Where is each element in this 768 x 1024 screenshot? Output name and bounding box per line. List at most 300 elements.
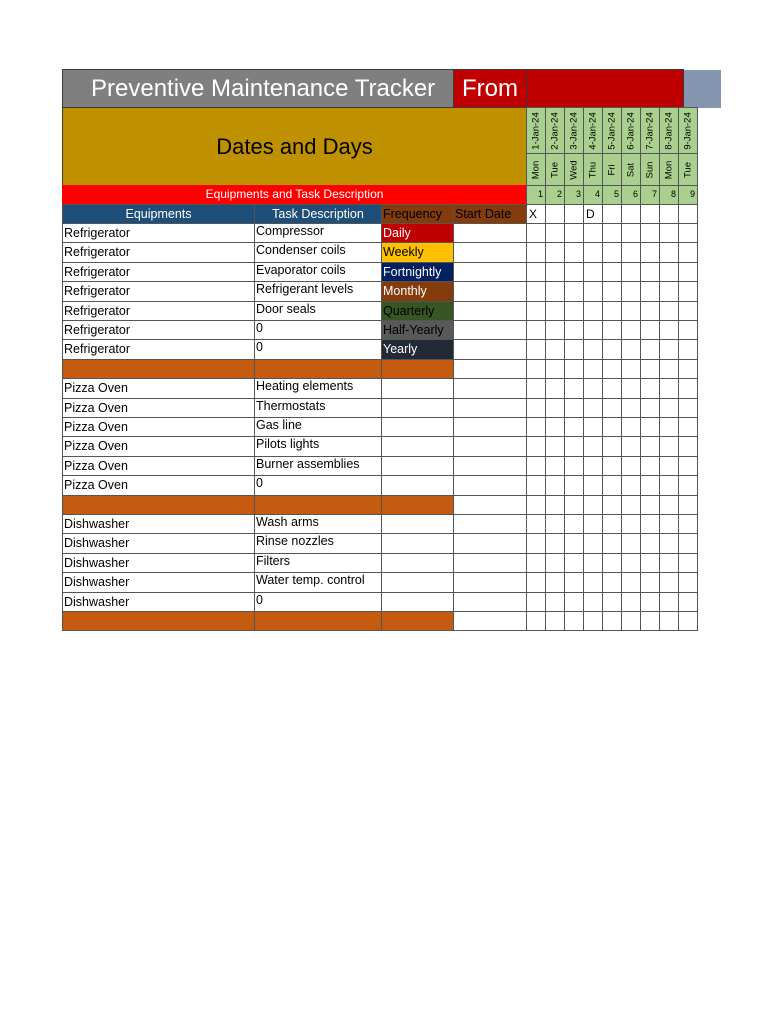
equipment-cell[interactable]: Dishwasher <box>62 533 255 553</box>
day-cell[interactable] <box>621 436 641 456</box>
frequency-legend-half-yearly: Half-Yearly <box>381 320 454 340</box>
day-cell[interactable] <box>659 436 679 456</box>
day-cell[interactable] <box>545 456 565 476</box>
day-cell[interactable] <box>583 475 603 495</box>
day-cell[interactable] <box>678 378 698 398</box>
day-cell[interactable] <box>621 301 641 321</box>
day-cell[interactable] <box>640 553 660 573</box>
equipment-cell[interactable]: Refrigerator <box>62 281 255 301</box>
day-cell[interactable] <box>678 456 698 476</box>
day-cell[interactable] <box>564 320 584 340</box>
day-mark-cell[interactable] <box>659 204 679 224</box>
frequency-cell[interactable] <box>381 398 454 418</box>
task-cell[interactable]: 0 <box>254 475 382 495</box>
day-cell[interactable] <box>621 611 641 631</box>
start-date-cell[interactable] <box>453 378 527 398</box>
day-mark-cell[interactable] <box>678 204 698 224</box>
day-cell[interactable] <box>621 281 641 301</box>
day-cell[interactable] <box>659 533 679 553</box>
day-number-cell: 7 <box>640 185 660 205</box>
day-cell[interactable] <box>583 611 603 631</box>
weekday-label: Fri <box>606 164 618 176</box>
day-cell[interactable] <box>640 378 660 398</box>
day-cell[interactable] <box>545 281 565 301</box>
date-header-cell <box>621 107 641 155</box>
day-cell[interactable] <box>583 514 603 534</box>
start-date-cell[interactable] <box>453 281 527 301</box>
start-date-cell[interactable] <box>453 611 527 631</box>
day-cell[interactable] <box>526 592 546 612</box>
day-cell[interactable] <box>659 611 679 631</box>
start-date-cell[interactable] <box>453 417 527 437</box>
day-cell[interactable] <box>526 572 546 592</box>
day-cell[interactable] <box>659 398 679 418</box>
day-mark-cell[interactable] <box>564 204 584 224</box>
day-cell[interactable] <box>621 398 641 418</box>
day-cell[interactable] <box>640 223 660 243</box>
task-cell[interactable]: Door seals <box>254 301 382 321</box>
date-header-cell <box>602 107 622 155</box>
day-cell[interactable] <box>678 533 698 553</box>
equipment-cell[interactable]: Pizza Oven <box>62 398 255 418</box>
day-cell[interactable] <box>678 262 698 282</box>
day-cell[interactable] <box>678 242 698 262</box>
day-cell[interactable] <box>659 242 679 262</box>
day-cell[interactable] <box>545 533 565 553</box>
day-cell[interactable] <box>583 223 603 243</box>
day-cell[interactable] <box>678 281 698 301</box>
day-cell[interactable] <box>583 281 603 301</box>
day-cell[interactable] <box>659 320 679 340</box>
day-cell[interactable] <box>545 320 565 340</box>
task-cell[interactable]: Filters <box>254 553 382 573</box>
day-cell[interactable] <box>678 592 698 612</box>
task-cell[interactable]: Thermostats <box>254 398 382 418</box>
day-cell[interactable] <box>564 611 584 631</box>
task-cell[interactable]: Water temp. control <box>254 572 382 592</box>
day-cell[interactable] <box>526 301 546 321</box>
day-cell[interactable] <box>621 495 641 515</box>
start-date-cell[interactable] <box>453 262 527 282</box>
start-date-cell[interactable] <box>453 436 527 456</box>
weekday-header-cell <box>545 153 565 187</box>
day-cell[interactable] <box>545 242 565 262</box>
day-cell[interactable] <box>526 533 546 553</box>
day-cell[interactable] <box>545 417 565 437</box>
day-cell[interactable] <box>621 456 641 476</box>
equipment-cell[interactable]: Pizza Oven <box>62 436 255 456</box>
day-cell[interactable] <box>526 475 546 495</box>
day-cell[interactable] <box>545 572 565 592</box>
day-cell[interactable] <box>545 378 565 398</box>
day-cell[interactable] <box>564 281 584 301</box>
equipment-cell[interactable]: Pizza Oven <box>62 378 255 398</box>
day-cell[interactable] <box>640 301 660 321</box>
day-cell[interactable] <box>659 417 679 437</box>
day-cell[interactable] <box>678 320 698 340</box>
day-cell[interactable] <box>564 456 584 476</box>
start-date-cell[interactable] <box>453 475 527 495</box>
day-cell[interactable] <box>526 262 546 282</box>
day-cell[interactable] <box>640 514 660 534</box>
day-cell[interactable] <box>545 553 565 573</box>
day-mark-cell[interactable] <box>602 204 622 224</box>
day-cell[interactable] <box>583 592 603 612</box>
frequency-cell[interactable] <box>381 378 454 398</box>
day-cell[interactable] <box>545 495 565 515</box>
task-cell[interactable]: 0 <box>254 339 382 359</box>
equipment-cell[interactable]: Refrigerator <box>62 242 255 262</box>
day-cell[interactable] <box>602 223 622 243</box>
day-number-cell: 6 <box>621 185 641 205</box>
task-cell[interactable]: 0 <box>254 592 382 612</box>
day-cell[interactable] <box>564 592 584 612</box>
day-cell[interactable] <box>564 223 584 243</box>
day-cell[interactable] <box>602 242 622 262</box>
day-cell[interactable] <box>583 359 603 379</box>
task-cell[interactable]: Gas line <box>254 417 382 437</box>
group-separator <box>381 611 454 631</box>
day-cell[interactable] <box>564 572 584 592</box>
day-cell[interactable] <box>602 475 622 495</box>
weekday-header-cell <box>678 153 698 187</box>
day-cell[interactable] <box>678 514 698 534</box>
day-cell[interactable] <box>640 417 660 437</box>
date-label: 7-Jan-24 <box>644 112 656 150</box>
day-cell[interactable] <box>526 242 546 262</box>
day-cell[interactable] <box>526 611 546 631</box>
day-cell[interactable] <box>583 378 603 398</box>
day-cell[interactable] <box>602 436 622 456</box>
day-cell[interactable] <box>640 242 660 262</box>
day-cell[interactable] <box>678 553 698 573</box>
day-cell[interactable] <box>583 436 603 456</box>
frequency-cell[interactable] <box>381 456 454 476</box>
day-cell[interactable] <box>545 592 565 612</box>
day-cell[interactable] <box>678 495 698 515</box>
day-cell[interactable] <box>545 436 565 456</box>
frequency-legend-daily: Daily <box>381 223 454 243</box>
day-cell[interactable] <box>545 223 565 243</box>
start-date-cell[interactable] <box>453 359 527 379</box>
group-separator <box>254 495 382 515</box>
date-header-cell <box>659 107 679 155</box>
start-date-cell[interactable] <box>453 301 527 321</box>
day-cell[interactable] <box>621 223 641 243</box>
day-cell[interactable] <box>583 301 603 321</box>
day-cell[interactable] <box>526 456 546 476</box>
start-date-cell[interactable] <box>453 592 527 612</box>
day-cell[interactable] <box>640 281 660 301</box>
from-date-field[interactable] <box>526 69 684 108</box>
day-cell[interactable] <box>602 339 622 359</box>
frequency-cell[interactable] <box>381 417 454 437</box>
frequency-legend-weekly: Weekly <box>381 242 454 262</box>
weekday-label: Sat <box>625 162 637 178</box>
day-cell[interactable] <box>602 495 622 515</box>
day-cell[interactable] <box>583 242 603 262</box>
day-cell[interactable] <box>602 417 622 437</box>
day-cell[interactable] <box>621 320 641 340</box>
day-cell[interactable] <box>583 398 603 418</box>
day-cell[interactable] <box>564 301 584 321</box>
day-cell[interactable] <box>564 262 584 282</box>
day-cell[interactable] <box>545 262 565 282</box>
start-date-cell[interactable] <box>453 223 527 243</box>
day-cell[interactable] <box>526 281 546 301</box>
equipment-cell[interactable]: Dishwasher <box>62 572 255 592</box>
start-date-cell[interactable] <box>453 398 527 418</box>
frequency-cell[interactable] <box>381 436 454 456</box>
day-cell[interactable] <box>583 456 603 476</box>
date-label: 5-Jan-24 <box>606 112 618 150</box>
weekday-label: Sun <box>644 161 656 179</box>
day-cell[interactable] <box>640 592 660 612</box>
day-cell[interactable] <box>640 572 660 592</box>
frequency-cell[interactable] <box>381 592 454 612</box>
day-cell[interactable] <box>659 339 679 359</box>
frequency-legend-monthly: Monthly <box>381 281 454 301</box>
task-cell[interactable]: Heating elements <box>254 378 382 398</box>
frequency-cell[interactable] <box>381 572 454 592</box>
start-date-cell[interactable] <box>453 339 527 359</box>
day-cell[interactable] <box>621 417 641 437</box>
day-cell[interactable] <box>659 301 679 321</box>
day-cell[interactable] <box>583 320 603 340</box>
day-cell[interactable] <box>640 611 660 631</box>
start-date-cell[interactable] <box>453 456 527 476</box>
day-mark-cell[interactable] <box>640 204 660 224</box>
frequency-cell[interactable] <box>381 553 454 573</box>
day-cell[interactable] <box>526 436 546 456</box>
day-cell[interactable] <box>659 456 679 476</box>
day-cell[interactable] <box>583 339 603 359</box>
day-cell[interactable] <box>621 359 641 379</box>
equipment-cell[interactable]: Dishwasher <box>62 553 255 573</box>
day-cell[interactable] <box>640 456 660 476</box>
day-cell[interactable] <box>602 301 622 321</box>
day-cell[interactable] <box>564 475 584 495</box>
day-cell[interactable] <box>621 262 641 282</box>
day-cell[interactable] <box>678 359 698 379</box>
day-cell[interactable] <box>659 495 679 515</box>
equipment-cell[interactable]: Refrigerator <box>62 223 255 243</box>
day-cell[interactable] <box>526 417 546 437</box>
day-cell[interactable] <box>659 281 679 301</box>
day-cell[interactable] <box>640 475 660 495</box>
day-number-cell: 1 <box>526 185 546 205</box>
task-cell[interactable]: Burner assemblies <box>254 456 382 476</box>
date-label: 2-Jan-24 <box>549 112 561 150</box>
frequency-cell[interactable] <box>381 533 454 553</box>
day-mark-cell[interactable] <box>545 204 565 224</box>
start-date-cell[interactable] <box>453 495 527 515</box>
day-cell[interactable] <box>678 475 698 495</box>
day-cell[interactable] <box>602 320 622 340</box>
day-cell[interactable] <box>526 514 546 534</box>
header-accent <box>684 70 721 108</box>
date-header-cell <box>640 107 660 155</box>
task-cell[interactable]: 0 <box>254 320 382 340</box>
day-cell[interactable] <box>564 514 584 534</box>
day-cell[interactable] <box>678 398 698 418</box>
day-cell[interactable] <box>659 359 679 379</box>
day-cell[interactable] <box>640 339 660 359</box>
start-date-cell[interactable] <box>453 320 527 340</box>
start-date-cell[interactable] <box>453 553 527 573</box>
day-cell[interactable] <box>602 592 622 612</box>
day-cell[interactable] <box>545 514 565 534</box>
day-cell[interactable] <box>564 436 584 456</box>
equipments-task-section-header: Equipments and Task Description <box>62 185 527 205</box>
dates-and-days-label: Dates and Days <box>62 107 527 186</box>
day-cell[interactable] <box>659 514 679 534</box>
day-cell[interactable] <box>545 611 565 631</box>
day-cell[interactable] <box>621 553 641 573</box>
day-cell[interactable] <box>602 514 622 534</box>
frequency-column-header: Frequency <box>381 204 454 224</box>
day-cell[interactable] <box>621 514 641 534</box>
day-cell[interactable] <box>640 495 660 515</box>
day-cell[interactable] <box>621 339 641 359</box>
day-cell[interactable] <box>602 572 622 592</box>
day-cell[interactable] <box>678 339 698 359</box>
day-cell[interactable] <box>526 398 546 418</box>
day-cell[interactable] <box>526 320 546 340</box>
day-cell[interactable] <box>678 611 698 631</box>
task-cell[interactable]: Refrigerant levels <box>254 281 382 301</box>
day-cell[interactable] <box>526 223 546 243</box>
day-cell[interactable] <box>678 301 698 321</box>
day-cell[interactable] <box>640 436 660 456</box>
equipment-cell[interactable]: Refrigerator <box>62 262 255 282</box>
day-mark-cell[interactable] <box>621 204 641 224</box>
day-cell[interactable] <box>564 495 584 515</box>
start-date-column-header: Start Date <box>453 204 527 224</box>
day-cell[interactable] <box>583 262 603 282</box>
day-cell[interactable] <box>602 262 622 282</box>
day-cell[interactable] <box>659 475 679 495</box>
weekday-header-cell <box>602 153 622 187</box>
day-cell[interactable] <box>583 495 603 515</box>
day-cell[interactable] <box>545 475 565 495</box>
task-cell[interactable]: Pilots lights <box>254 436 382 456</box>
day-cell[interactable] <box>621 378 641 398</box>
day-cell[interactable] <box>602 281 622 301</box>
day-cell[interactable] <box>621 533 641 553</box>
day-cell[interactable] <box>640 398 660 418</box>
day-cell[interactable] <box>602 456 622 476</box>
day-cell[interactable] <box>564 533 584 553</box>
day-cell[interactable] <box>659 592 679 612</box>
day-cell[interactable] <box>659 378 679 398</box>
task-cell[interactable]: Wash arms <box>254 514 382 534</box>
day-cell[interactable] <box>621 242 641 262</box>
equipment-cell[interactable]: Pizza Oven <box>62 417 255 437</box>
weekday-header-cell <box>659 153 679 187</box>
equipment-cell[interactable]: Refrigerator <box>62 339 255 359</box>
day-cell[interactable] <box>640 533 660 553</box>
day-cell[interactable] <box>659 572 679 592</box>
day-cell[interactable] <box>545 359 565 379</box>
day-cell[interactable] <box>659 553 679 573</box>
day-cell[interactable] <box>545 398 565 418</box>
task-cell[interactable]: Evaporator coils <box>254 262 382 282</box>
weekday-label: Mon <box>530 160 542 180</box>
day-cell[interactable] <box>526 359 546 379</box>
day-cell[interactable] <box>602 611 622 631</box>
day-cell[interactable] <box>602 398 622 418</box>
day-cell[interactable] <box>678 223 698 243</box>
equipment-cell[interactable]: Refrigerator <box>62 301 255 321</box>
start-date-cell[interactable] <box>453 533 527 553</box>
day-cell[interactable] <box>602 533 622 553</box>
day-cell[interactable] <box>602 359 622 379</box>
day-cell[interactable] <box>564 417 584 437</box>
day-cell[interactable] <box>545 301 565 321</box>
task-cell[interactable]: Compressor <box>254 223 382 243</box>
day-cell[interactable] <box>659 262 679 282</box>
frequency-cell[interactable] <box>381 475 454 495</box>
task-cell[interactable]: Rinse nozzles <box>254 533 382 553</box>
day-cell[interactable] <box>526 495 546 515</box>
day-cell[interactable] <box>678 417 698 437</box>
day-cell[interactable] <box>678 572 698 592</box>
day-cell[interactable] <box>678 436 698 456</box>
start-date-cell[interactable] <box>453 242 527 262</box>
equipment-cell[interactable]: Dishwasher <box>62 592 255 612</box>
day-cell[interactable] <box>564 359 584 379</box>
day-cell[interactable] <box>640 262 660 282</box>
day-cell[interactable] <box>564 339 584 359</box>
date-label: 3-Jan-24 <box>568 112 580 150</box>
day-cell[interactable] <box>640 359 660 379</box>
day-cell[interactable] <box>602 553 622 573</box>
day-cell[interactable] <box>640 320 660 340</box>
task-cell[interactable]: Condenser coils <box>254 242 382 262</box>
day-cell[interactable] <box>564 242 584 262</box>
day-cell[interactable] <box>526 553 546 573</box>
day-cell[interactable] <box>583 533 603 553</box>
day-cell[interactable] <box>526 378 546 398</box>
frequency-cell[interactable] <box>381 514 454 534</box>
equipment-cell[interactable]: Dishwasher <box>62 514 255 534</box>
equipment-cell[interactable]: Pizza Oven <box>62 475 255 495</box>
day-cell[interactable] <box>526 339 546 359</box>
day-cell[interactable] <box>583 553 603 573</box>
day-cell[interactable] <box>564 553 584 573</box>
day-cell[interactable] <box>583 572 603 592</box>
start-date-cell[interactable] <box>453 514 527 534</box>
day-cell[interactable] <box>602 378 622 398</box>
day-cell[interactable] <box>564 398 584 418</box>
equipment-cell[interactable]: Refrigerator <box>62 320 255 340</box>
equipment-cell[interactable]: Pizza Oven <box>62 456 255 476</box>
day-cell[interactable] <box>659 223 679 243</box>
day-cell[interactable] <box>583 417 603 437</box>
day-cell[interactable] <box>621 475 641 495</box>
day-mark-cell[interactable]: X <box>526 204 546 224</box>
day-number-cell: 8 <box>659 185 679 205</box>
frequency-legend-fortnightly: Fortnightly <box>381 262 454 282</box>
day-cell[interactable] <box>621 572 641 592</box>
day-cell[interactable] <box>545 339 565 359</box>
day-mark-cell[interactable]: D <box>583 204 603 224</box>
day-cell[interactable] <box>621 592 641 612</box>
task-column-header: Task Description <box>254 204 382 224</box>
day-cell[interactable] <box>564 378 584 398</box>
start-date-cell[interactable] <box>453 572 527 592</box>
